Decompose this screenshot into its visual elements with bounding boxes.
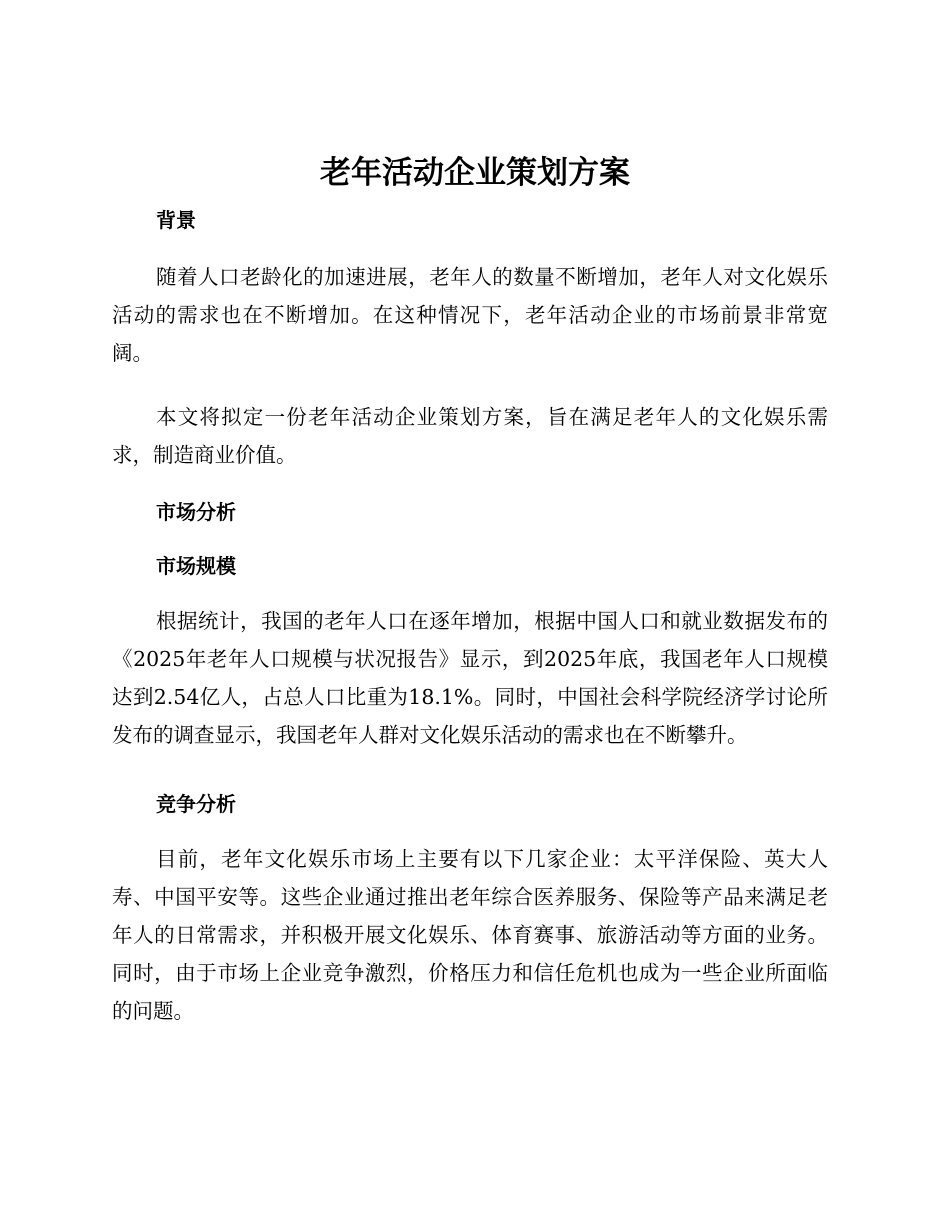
- paragraph-competition: 目前，老年文化娱乐市场上主要有以下几家企业：太平洋保险、英大人寿、中国平安等。这些企业通过推出老年综合医养服务、保险等产品来满足老年人的日常需求，并积极开展文化娱乐、体育赛事、旅游活动等方面的业务。同时，由于市场上企业竞争激烈，价格压力和信任危机也成为一些企业所面临的问题。: [112, 847, 828, 1023]
- document-title: 老年活动企业策划方案: [320, 155, 630, 191]
- section-heading-market-analysis: 市场分析: [156, 500, 236, 524]
- paragraph-background-2: 本文将拟定一份老年活动企业策划方案，旨在满足老年人的文化娱乐需求，制造商业价值。: [112, 405, 828, 467]
- paragraph-background-1: 随着人口老龄化的加速进展，老年人的数量不断增加，老年人对文化娱乐活动的需求也在不断增加。在这种情况下，老年活动企业的市场前景非常宽阔。: [112, 265, 828, 365]
- section-heading-competition: 竞争分析: [156, 792, 236, 816]
- section-heading-market-size: 市场规模: [156, 554, 236, 578]
- paragraph-market-size: 根据统计，我国的老年人口在逐年增加，根据中国人口和就业数据发布的《2025年老年人口规模与状况报告》显示，到2025年底，我国老年人口规模达到2.54亿人，占总人口比重为18.1%。同时，中国社会科学院经济学讨论所发布的调查显示，我国老年人群对文化娱乐活动的需求也在不断攀升。: [112, 609, 828, 747]
- section-heading-background: 背景: [156, 208, 196, 232]
